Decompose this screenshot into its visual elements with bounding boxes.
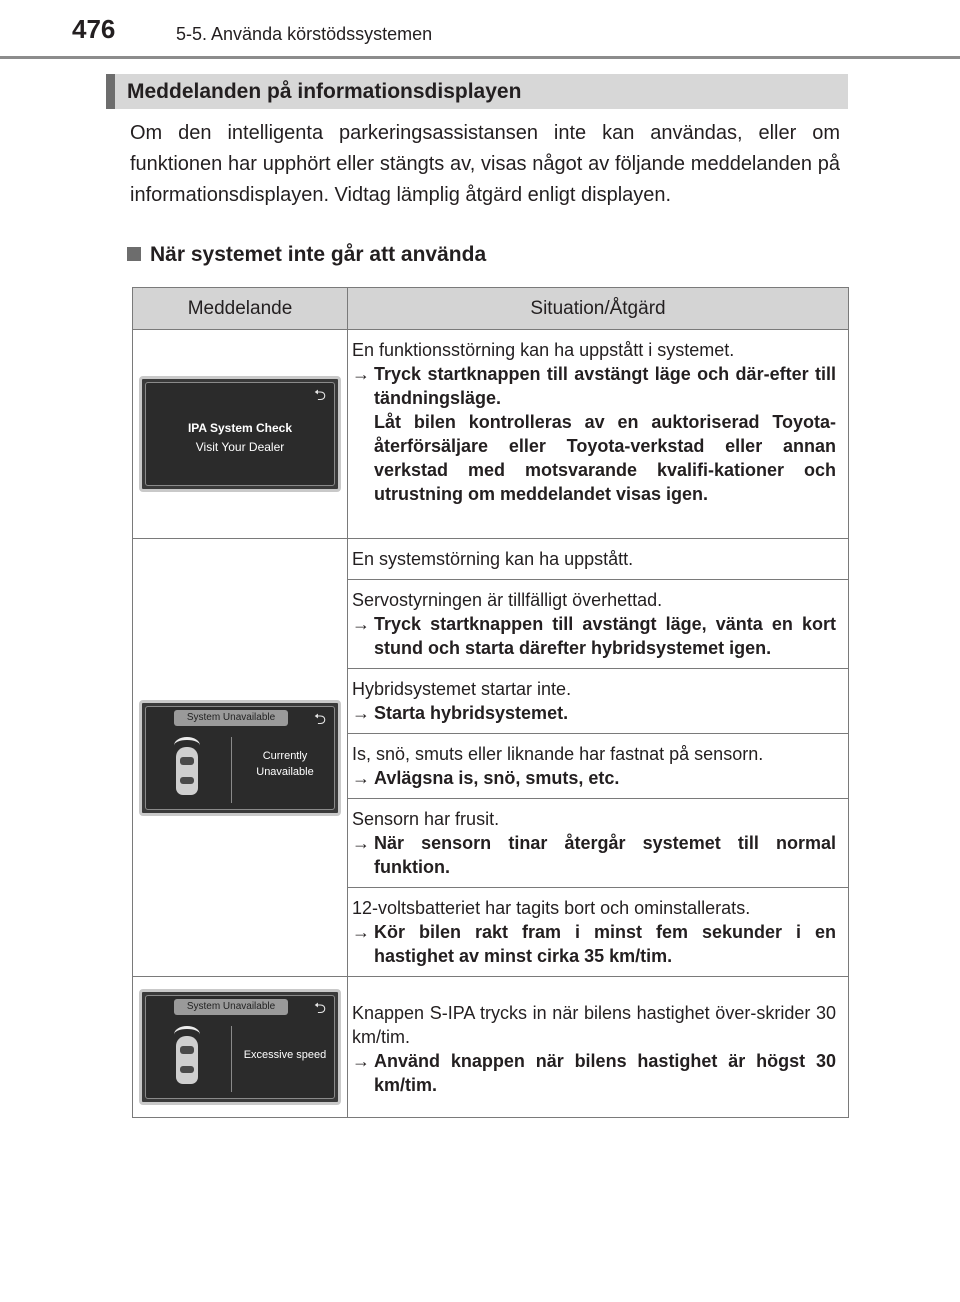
arrow-icon: → (352, 768, 370, 788)
table-row (133, 977, 849, 1118)
situation-text: Hybridsystemet startar inte. (352, 679, 572, 699)
display-right-line-2: Unavailable (256, 765, 314, 778)
display-system-unavailable (139, 700, 341, 816)
action-text: Kör bilen rakt fram i minst fem sekunder i en hastighet av minst cirka 35 km/tim. (374, 922, 836, 966)
section-accent (106, 74, 115, 109)
arrow-icon: → (352, 1051, 370, 1071)
action-text-continued: Låt bilen kontrolleras av en auktoriserad Toyota-återförsäljare eller Toyota-verkstad eller annan verkstad med motsvarande kvalifi-kationer och utrustning om meddelandet visas igen. (374, 412, 836, 504)
situation-cell (348, 977, 849, 1118)
arrow-icon: → (352, 833, 370, 853)
section-heading-bar (106, 74, 848, 109)
action-item (352, 362, 836, 410)
back-icon: ⮌ (313, 1000, 326, 1017)
header-situation: Situation/Åtgärd (348, 288, 849, 330)
situation-text: 12-voltsbatteriet har tagits bort och ominstallerats. (352, 898, 751, 918)
situation-cell (348, 799, 849, 888)
situation-text: En systemstörning kan ha uppstått. (352, 549, 634, 569)
arrow-icon: → (352, 703, 370, 723)
message-table (132, 287, 849, 1118)
display-right-line-1: Excessive speed (243, 1049, 327, 1061)
back-icon: ⮌ (313, 710, 326, 728)
situation-cell (348, 734, 849, 799)
action-text: Tryck startknappen till avstängt läge, vänta en kort stund och starta därefter hybridsystemet igen. (374, 614, 836, 658)
back-icon: ⮌ (313, 387, 326, 404)
display-right-line-1: Currently (262, 749, 308, 762)
situation-text: Is, snö, smuts eller liknande har fastnat på sensorn. (352, 744, 764, 764)
arrow-icon: → (352, 614, 370, 634)
situation-cell (348, 539, 849, 580)
situation-cell (348, 330, 849, 539)
action-item (352, 1049, 836, 1097)
message-cell (133, 977, 348, 1118)
table-row (133, 330, 849, 539)
situation-cell (348, 888, 849, 977)
action-item (352, 920, 836, 968)
chapter-title: 5-5. Använda körstödssystemen (176, 24, 433, 44)
situation-text: Knappen S-IPA trycks in när bilens hastighet över-skrider 30 km/tim. (352, 1003, 836, 1047)
table-row (133, 539, 849, 580)
square-bullet-icon (127, 247, 141, 261)
car-icon (176, 747, 198, 795)
status-pill: System Unavailable (174, 999, 288, 1015)
situation-cell (348, 669, 849, 734)
display-excessive-speed (139, 989, 341, 1105)
page-number: 476 (72, 14, 116, 44)
arrow-icon: → (352, 364, 370, 384)
header-message: Meddelande (133, 288, 348, 330)
table-header-row (133, 288, 849, 330)
status-pill: System Unavailable (174, 710, 288, 726)
display-divider (231, 737, 232, 803)
header-divider (0, 56, 960, 59)
arrow-icon: → (352, 922, 370, 942)
situation-text: Sensorn har frusit. (352, 809, 500, 829)
car-icon (176, 1036, 198, 1084)
display-divider (231, 1026, 232, 1092)
action-text: Starta hybridsystemet. (374, 703, 569, 723)
situation-text: Servostyrningen är tillfälligt överhettad. (352, 590, 663, 610)
message-cell (133, 539, 348, 977)
action-item (352, 766, 836, 790)
action-text: Använd knappen när bilens hastighet är högst 30 km/tim. (374, 1051, 836, 1095)
display-line-1: IPA System Check (187, 421, 293, 435)
action-text: Tryck startknappen till avstängt läge och där-efter till tändningsläge. (374, 364, 836, 408)
action-text: Avlägsna is, snö, smuts, etc. (374, 768, 620, 788)
situation-text: En funktionsstörning kan ha uppstått i systemet. (352, 340, 735, 360)
subheading-text: När systemet inte går att använda (150, 243, 487, 266)
message-cell (133, 330, 348, 539)
action-item (352, 701, 836, 725)
display-line-2: Visit Your Dealer (195, 440, 285, 454)
section-title: Meddelanden på informationsdisplayen (127, 80, 522, 103)
action-item (352, 612, 836, 660)
situation-cell (348, 580, 849, 669)
display-ipa-system-check (139, 376, 341, 492)
action-text: När sensorn tinar återgår systemet till normal funktion. (374, 833, 836, 877)
intro-paragraph: Om den intelligenta parkeringsassistansen inte kan användas, eller om funktionen har upphört eller stängts av, visas något av följande meddelanden på informationsdisplayen. Vidtag lämplig åtgärd enligt displayen. (130, 122, 840, 206)
action-item (352, 831, 836, 879)
subheading (127, 243, 486, 267)
